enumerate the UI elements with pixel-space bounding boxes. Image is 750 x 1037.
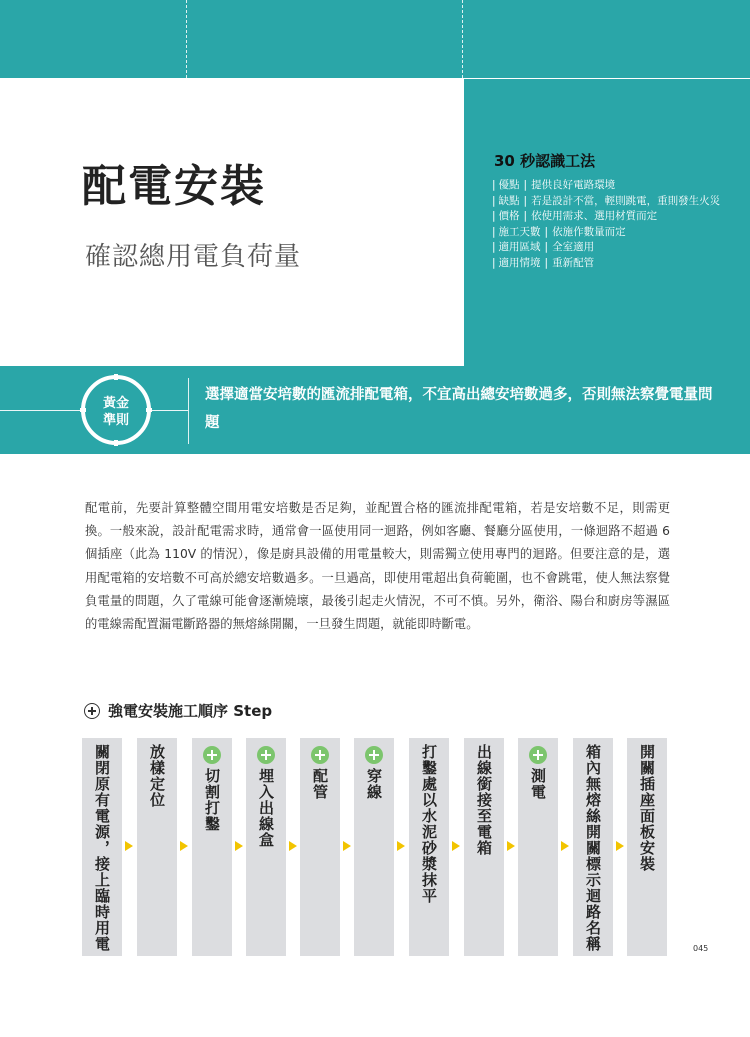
steps-strip: [82, 738, 672, 956]
step-label: 埋入出線盒: [257, 768, 275, 848]
method-item: | 施工天數 | 依施作數量而定: [492, 225, 732, 241]
plus-icon: [529, 746, 547, 764]
method-item: | 適用區域 | 全室適用: [492, 240, 732, 256]
step-card: [573, 738, 613, 956]
method-key: 適用區域: [498, 241, 541, 253]
steps-header: [84, 700, 272, 721]
method-value: 依施作數量而定: [552, 225, 626, 238]
method-key: 施工天數: [498, 225, 541, 238]
step-card: [137, 738, 177, 956]
method-value: 全室適用: [552, 241, 595, 253]
step-label: 測電: [529, 768, 547, 800]
step-label: 放樣定位: [148, 744, 166, 808]
method-value: 提供良好電路環境: [531, 179, 616, 191]
top-band: [0, 0, 750, 78]
method-key: 價格: [498, 210, 520, 222]
arrow-right-icon: [561, 841, 569, 851]
step-card: [409, 738, 449, 956]
arrow-right-icon: [289, 841, 297, 851]
step-label: 穿線: [365, 768, 383, 800]
step-card: [518, 738, 558, 956]
plus-icon: [365, 746, 383, 764]
step-card: [627, 738, 667, 956]
step-card: [192, 738, 232, 956]
step-card: [82, 738, 122, 956]
method-item: | 適用情境 | 重新配管: [492, 256, 732, 272]
method-key: 適用情境: [498, 256, 541, 269]
golden-rule-text: 選擇適當安培數的匯流排配電箱，不宜高出總安培數過多，否則無法察覺電量問題: [205, 387, 713, 431]
method-value: 依使用需求、選用材質而定: [531, 210, 658, 222]
arrow-right-icon: [235, 841, 243, 851]
method-item: | 缺點 | 若是設計不當，輕則跳電，重則發生火災: [492, 194, 732, 210]
method-heading: 30 秒認識工法: [494, 152, 596, 170]
step-label: 開關插座面板安裝: [638, 744, 656, 872]
step-label: 打鑿處以水泥砂漿抹平: [420, 744, 438, 904]
step-label: 關閉原有電源，接上臨時用電: [93, 744, 111, 952]
method-item: | 優點 | 提供良好電路環境: [492, 178, 732, 194]
step-label: 出線銜接至電箱: [475, 744, 493, 856]
plus-icon: [203, 746, 221, 764]
badge-line-2: 準則: [102, 413, 130, 428]
step-card: [464, 738, 504, 956]
cut-line: [186, 0, 187, 78]
arrow-right-icon: [616, 841, 624, 851]
method-item: | 價格 | 依使用需求、選用材質而定: [492, 209, 732, 225]
method-value: 若是設計不當，輕則跳電，重則發生火災: [531, 194, 721, 207]
cut-line: [462, 0, 463, 78]
steps-title: 強電安裝施工順序 Step: [108, 702, 273, 720]
method-list: [492, 178, 732, 271]
arrow-right-icon: [125, 841, 133, 851]
arrow-right-icon: [507, 841, 515, 851]
plus-circle-icon: [84, 703, 100, 719]
method-key: 優點: [498, 179, 520, 191]
step-label: 箱內無熔絲開關標示迴路名稱: [584, 744, 602, 952]
arrow-right-icon: [343, 841, 351, 851]
arrow-right-icon: [180, 841, 188, 851]
golden-rule-divider: [188, 378, 189, 444]
body-paragraph: 配電前，先要計算整體空間用電安培數是否足夠，並配置合格的匯流排配電箱，若是安培數不足，則需更換。一般來說，設計配電需求時，通常會一區使用同一迴路，例如客廳、餐廳分區使用，一條迴路不超過 6 個插座（此為 110V 的情況），像是廚具設備的用電量較大，則需獨立使用專門的迴路。但要注意的是，選用配電箱的安培數不可高於總安培數過多。一旦過高，即使用電超出負荷範圍，也不會跳電，使人無法察覺負電量的問題，久了電線可能會逐漸燒壞，最後引起走火情況，不可不慎。另外，衛浴、陽台和廚房等濕區的電線需配置漏電斷路器的無熔絲開關，一旦發生問題，就能即時斷電。: [85, 501, 670, 632]
step-card: [300, 738, 340, 956]
page-subtitle: 確認總用電負荷量: [85, 242, 302, 272]
step-label: 配管: [311, 768, 329, 800]
step-card: [354, 738, 394, 956]
badge-line-1: 黃金: [102, 396, 130, 411]
method-key: 缺點: [498, 194, 520, 207]
step-card: [246, 738, 286, 956]
step-label: 切割打鑿: [203, 768, 221, 832]
plus-icon: [311, 746, 329, 764]
page-number: 045: [693, 944, 709, 953]
arrow-right-icon: [452, 841, 460, 851]
arrow-right-icon: [397, 841, 405, 851]
golden-rule-badge-icon: [80, 374, 152, 446]
page-title: 配電安裝: [82, 161, 266, 212]
plus-icon: [257, 746, 275, 764]
method-value: 重新配管: [552, 256, 595, 269]
